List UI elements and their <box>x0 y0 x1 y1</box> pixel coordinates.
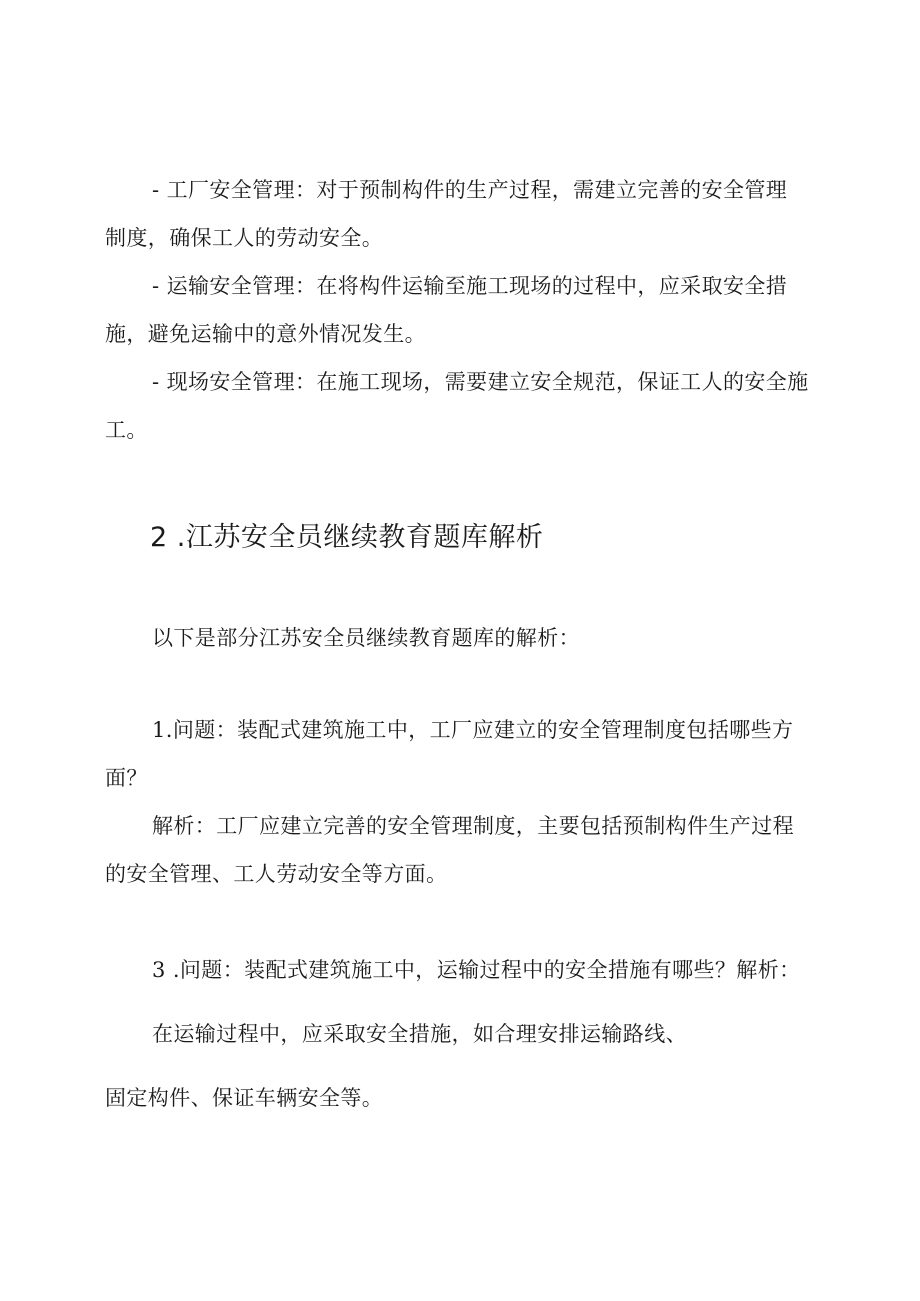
bullet-site-safety-line2: 工。 <box>105 418 148 442</box>
bullet-factory-safety-line1: - 工厂安全管理：对于预制构件的生产过程，需建立完善的安全管理 <box>152 178 788 202</box>
question-1-line2: 面？ <box>105 766 148 790</box>
answer-1-line1: 解析：工厂应建立完善的安全管理制度，主要包括预制构件生产过程 <box>152 814 794 838</box>
bullet-transport-safety-line1: - 运输安全管理：在将构件运输至施工现场的过程中，应采取安全措 <box>152 274 788 298</box>
question-1-line1: 1.问题：装配式建筑施工中，工厂应建立的安全管理制度包括哪些方 <box>152 718 794 742</box>
section-heading: 2 .江苏安全员继续教育题库解析 <box>150 522 544 553</box>
intro-paragraph: 以下是部分江苏安全员继续教育题库的解析： <box>152 626 580 650</box>
question-3-line1: 3 .问题：装配式建筑施工中，运输过程中的安全措施有哪些？解析： <box>152 958 801 982</box>
bullet-factory-safety-line2: 制度，确保工人的劳动安全。 <box>105 226 384 250</box>
answer-3-line2: 固定构件、保证车辆安全等。 <box>105 1086 384 1110</box>
bullet-transport-safety-line2: 施，避免运输中的意外情况发生。 <box>105 322 426 346</box>
answer-3-line1: 在运输过程中，应采取安全措施，如合理安排运输路线、 <box>152 1022 687 1046</box>
bullet-site-safety-line1: - 现场安全管理：在施工现场，需要建立安全规范，保证工人的安全施 <box>152 370 809 394</box>
answer-1-line2: 的安全管理、工人劳动安全等方面。 <box>105 862 448 886</box>
